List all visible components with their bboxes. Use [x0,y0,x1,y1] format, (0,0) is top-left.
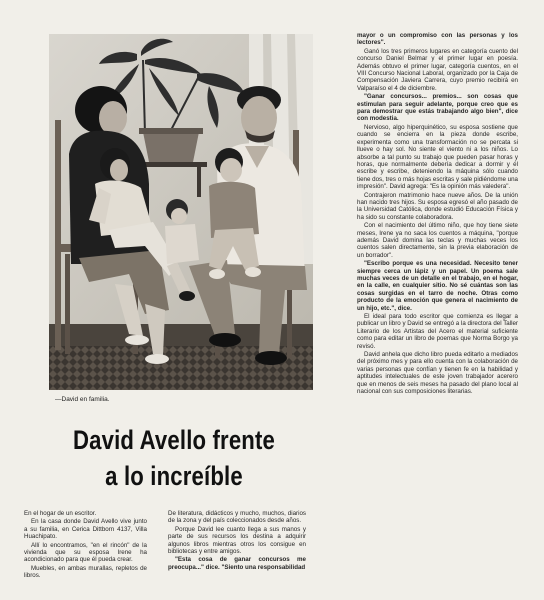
body-column-1 [24,510,147,581]
paragraph: En el hogar de un escritor. [24,510,97,517]
paragraph: mayor o un compromiso con las personas y los lectores". [357,32,518,47]
paragraph: Porque David lee cuanto llega a sus manos y parte de sus recursos los destina a adquirir algunos libros mientras otros los consigue en bibliotecas y entre amigos. [168,525,306,556]
family-photo-illustration [49,34,313,390]
headline-line-1: David Avello frente [72,425,276,455]
paragraph: En la casa donde David Avello vive junto a su familia, en Cerica Dittborn 4137, Villa Huachipato. [24,518,147,541]
paragraph: Allí lo encontramos, "en el rincón" de la vivienda que su esposa Irene ha acondicionado para que él pueda crear. [24,541,147,564]
paragraph: "Esta cosa de ganar concursos me preocupa..." dice. "Siento una responsabilidad [168,556,306,571]
paragraph: El ideal para todo escritor que comienza es llegar a publicar un libro y David se entregó a la directora del Taller Literario de los Artistas del Acero el material suficiente como para editar un libro de poemas que Norma Borgo ya revisó. [357,313,518,350]
paragraph: Con el nacimiento del último niño, que hoy tiene siete meses, Irene ya no saca los cuentos a máquina, "porque además David domina las teclas y muchas veces los cuentos salen directamente, sin la previa elaboración de un borrador". [357,222,518,259]
article-headline [64,422,284,494]
paragraph: "Escribo porque es una necesidad. Necesito tener siempre cerca un lápiz y un papel. Un poema sale muchas veces de un detalle en el trabajo, en el hogar, en la calle, en cualquier sitio. No sé cuántas son las cosas surgidas en el tarro de noche. Otras como producto de la emoción que genera el nacimiento de un hijo, etc.", dice. [357,260,518,312]
family-photo [49,34,313,390]
photo-caption: —David en familia. [55,396,110,403]
paragraph: David anhela que dicho libro pueda editarlo a mediados del próximo mes y para ello cuenta con la colaboración de varias personas que confían y tienen fe en la habilidad y aptitudes intelectuales de este joven trabajador acerero que en menos de seis meses ha pasado del plano local al nacional con sus composiciones literarias. [357,351,518,396]
body-column-2 [168,510,306,572]
paragraph: Nervioso, algo hiperquinético, su esposa sostiene que cuando se encierra en la pieza donde escribe, experimenta como una transformación no se percata si llueve o hay sol. No siente el viento ni a los niños. Lo absorbe a tal punto su trabajo que pueden pasar horas y horas, que normalmente debería dedicar a dormir y él escribe y escribe, deteniendo la máquina sólo cuando tiene dos, tres o más hojas escritas y sale pidiéndome una impresión". David agrega: "Es la opinión más valedera". [357,123,518,191]
paragraph: Ganó los tres primeros lugares en categoría cuento del concurso Daniel Belmar y el primer lugar en poesía. Además obtuvo el primer lugar, categoría cuentos, en el VIII Concurso Nacional Laboral, organizado por la Caja de Compensación Javiera Carrera, cuyo premio recibirá en Valparaíso el 4 de diciembre. [357,47,518,92]
paragraph: Muebles, en ambas murallas, repletos de libros. [24,564,147,580]
paragraph: Contrajeron matrimonio hace nueve años. De la unión han nacido tres hijos. Su esposa egresó el año pasado de la Universidad Católica, donde estudió Educación Física y ha sido su constante colaboradora. [357,191,518,221]
paragraph: "Ganar concursos... premios... son cosas que estimulan para seguir adelante, porque creo que es para demostrar que estás trabajando algo bien", dice con modestia. [357,93,518,123]
paragraph: De literatura, didácticos y mucho, muchos, diarios de la zona y del país coleccionados desde años. [168,510,306,525]
body-column-3 [357,32,518,397]
headline-line-2: a lo increíble [105,461,243,491]
